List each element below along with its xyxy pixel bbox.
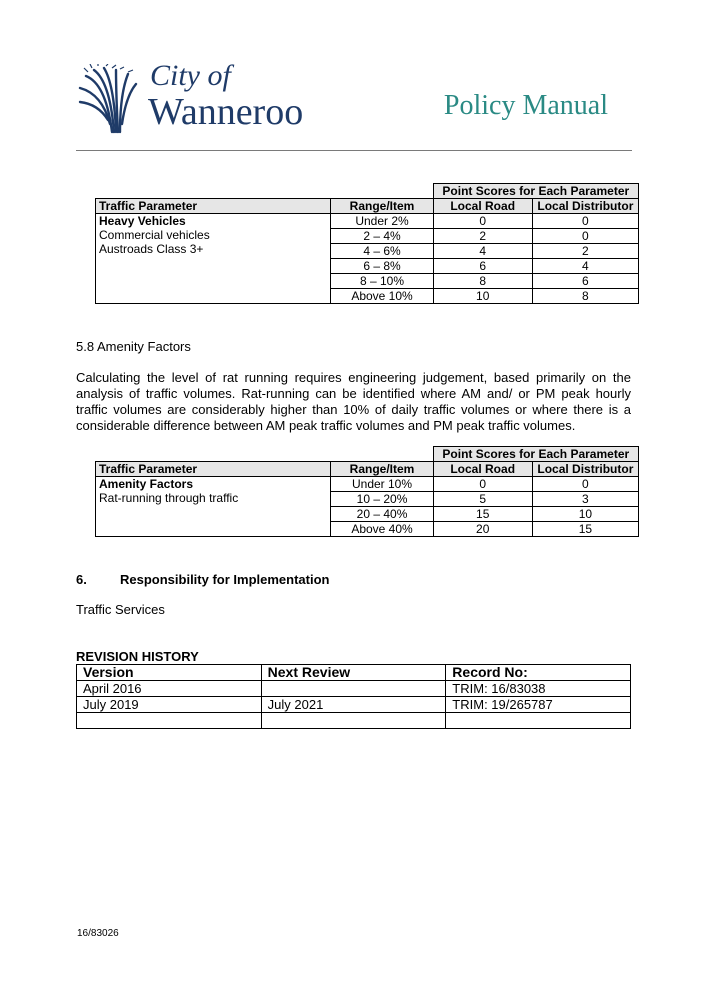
parameter-title: Heavy Vehicles (99, 214, 186, 228)
range-cell: 4 – 6% (331, 244, 433, 259)
local-distributor-cell: 8 (532, 289, 638, 304)
col-local-road: Local Road (433, 199, 532, 214)
range-cell: Above 40% (331, 522, 433, 537)
section-heading-5-8: 5.8 Amenity Factors (76, 339, 191, 354)
col-range-item: Range/Item (331, 199, 433, 214)
section-heading-6 (76, 572, 329, 588)
record-no-cell (446, 713, 631, 729)
table-row (96, 477, 639, 492)
header-divider (76, 150, 632, 151)
amenity-factors-score-table (95, 446, 639, 537)
record-no-cell: TRIM: 19/265787 (446, 697, 631, 713)
policy-manual-title: Policy Manual (443, 90, 608, 121)
next-review-cell (261, 681, 446, 697)
parameter-line: Commercial vehicles (99, 228, 210, 242)
parameter-line: Austroads Class 3+ (99, 242, 204, 256)
revision-history-title: REVISION HISTORY (76, 649, 199, 664)
parameter-title: Amenity Factors (99, 477, 194, 491)
local-distributor-cell: 4 (532, 259, 638, 274)
table-header-row (96, 462, 639, 477)
table-row (77, 697, 631, 713)
table-row (77, 713, 631, 729)
revision-history-table (76, 664, 631, 729)
group-header: Point Scores for Each Parameter (433, 184, 638, 199)
col-traffic-parameter: Traffic Parameter (96, 462, 331, 477)
col-next-review: Next Review (261, 665, 446, 681)
range-cell: 10 – 20% (331, 492, 433, 507)
city-of-wanneroo-logo (76, 60, 336, 140)
col-local-distributor: Local Distributor (532, 199, 638, 214)
table-group-header-row (96, 447, 639, 462)
version-cell: April 2016 (77, 681, 262, 697)
range-cell: 6 – 8% (331, 259, 433, 274)
parameter-cell (96, 214, 331, 304)
local-distributor-cell: 6 (532, 274, 638, 289)
section-title: Responsibility for Implementation (120, 572, 330, 587)
group-header: Point Scores for Each Parameter (433, 447, 638, 462)
page-header (76, 60, 632, 150)
local-road-cell: 0 (433, 477, 532, 492)
local-distributor-cell: 10 (532, 507, 638, 522)
amenity-factors-paragraph: Calculating the level of rat running requires engineering judgement, based primarily on the analysis of traffic volumes. Rat-running can be identified where AM and/ or PM peak hourly traffic volumes are considerably higher than 10% of daily traffic volumes or where there is a considerable difference between AM peak traffic volumes and PM peak traffic volumes. (76, 370, 631, 433)
col-range-item: Range/Item (331, 462, 433, 477)
col-local-road: Local Road (433, 462, 532, 477)
range-cell: 8 – 10% (331, 274, 433, 289)
heavy-vehicles-score-table (95, 183, 639, 304)
table-group-header-row (96, 184, 639, 199)
local-road-cell: 6 (433, 259, 532, 274)
logo-wanneroo-text: Wanneroo (148, 91, 304, 133)
local-road-cell: 15 (433, 507, 532, 522)
range-cell: 20 – 40% (331, 507, 433, 522)
record-no-cell: TRIM: 16/83038 (446, 681, 631, 697)
local-distributor-cell: 0 (532, 214, 638, 229)
local-road-cell: 2 (433, 229, 532, 244)
local-road-cell: 8 (433, 274, 532, 289)
local-road-cell: 20 (433, 522, 532, 537)
col-local-distributor: Local Distributor (532, 462, 638, 477)
parameter-line: Rat-running through traffic (99, 491, 239, 505)
local-distributor-cell: 0 (532, 229, 638, 244)
range-cell: Under 2% (331, 214, 433, 229)
version-cell (77, 713, 262, 729)
logo-city-text: City of (150, 59, 231, 92)
range-cell: 2 – 4% (331, 229, 433, 244)
local-distributor-cell: 15 (532, 522, 638, 537)
range-cell: Above 10% (331, 289, 433, 304)
banksia-flower-icon (76, 64, 142, 134)
table-row (96, 214, 639, 229)
next-review-cell (261, 713, 446, 729)
section-6-body: Traffic Services (76, 602, 165, 617)
table-header-row (96, 199, 639, 214)
parameter-cell (96, 477, 331, 537)
version-cell: July 2019 (77, 697, 262, 713)
local-road-cell: 5 (433, 492, 532, 507)
col-traffic-parameter: Traffic Parameter (96, 199, 331, 214)
table-header-row (77, 665, 631, 681)
local-distributor-cell: 3 (532, 492, 638, 507)
table-row (77, 681, 631, 697)
next-review-cell: July 2021 (261, 697, 446, 713)
range-cell: Under 10% (331, 477, 433, 492)
section-number: 6. (76, 572, 87, 587)
col-version: Version (77, 665, 262, 681)
local-road-cell: 0 (433, 214, 532, 229)
local-road-cell: 4 (433, 244, 532, 259)
col-record-no: Record No: (446, 665, 631, 681)
local-distributor-cell: 0 (532, 477, 638, 492)
document-reference: 16/83026 (77, 928, 119, 939)
local-distributor-cell: 2 (532, 244, 638, 259)
local-road-cell: 10 (433, 289, 532, 304)
